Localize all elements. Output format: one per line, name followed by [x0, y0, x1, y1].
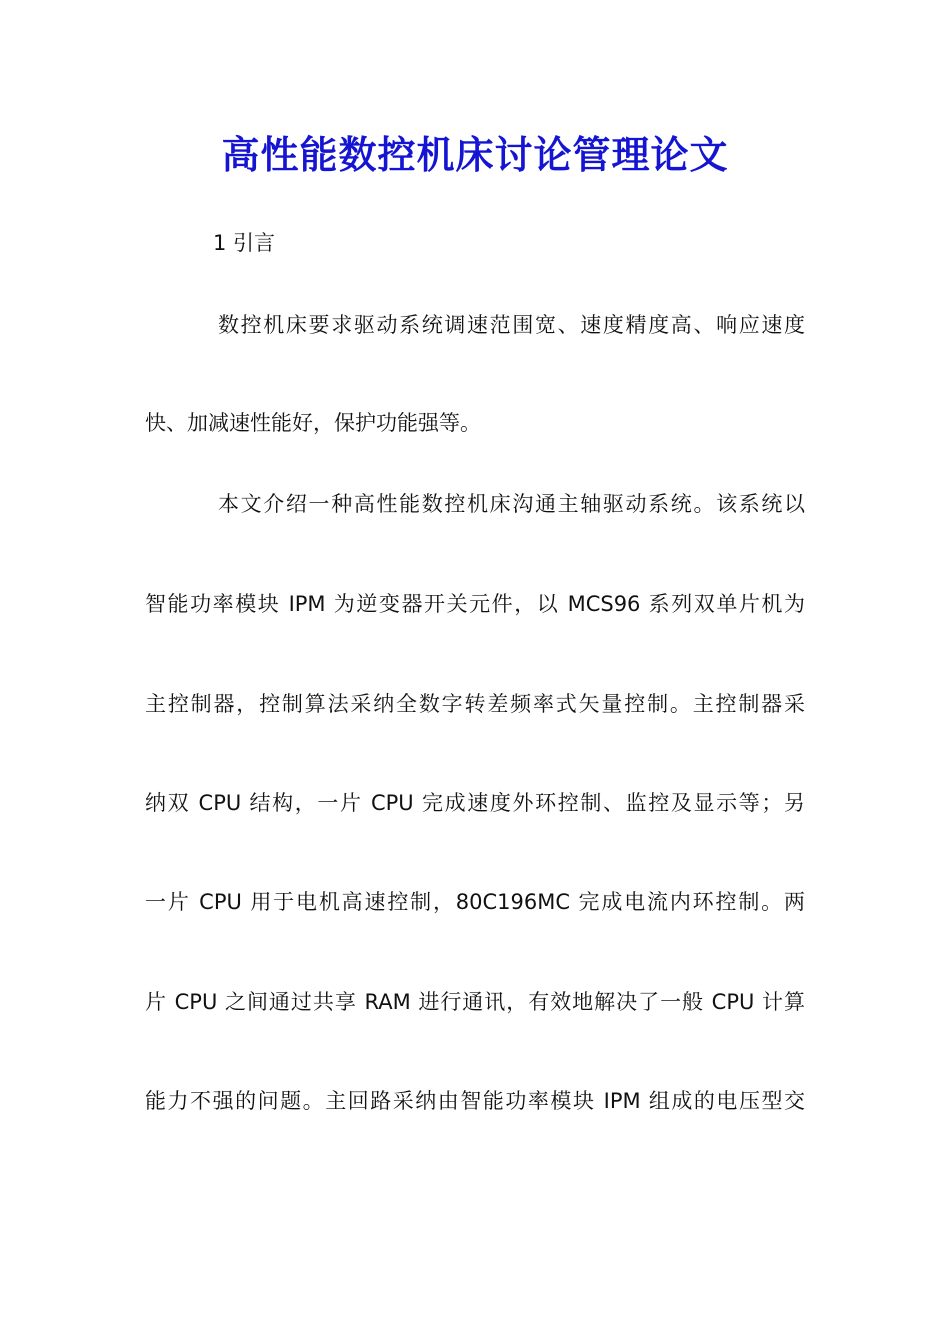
paragraph-line-7: 一片 CPU 用于电机高速控制，80C196MC 完成电流内环控制。两: [145, 890, 805, 914]
paragraph-line-5: 主控制器，控制算法采纳全数字转差频率式矢量控制。主控制器采: [145, 692, 805, 716]
paragraph-line-6: 纳双 CPU 结构，一片 CPU 完成速度外环控制、监控及显示等；另: [145, 791, 805, 815]
section-heading: 1 引言: [213, 231, 276, 255]
paragraph-line-9: 能力不强的问题。主回路采纳由智能功率模块 IPM 组成的电压型交: [145, 1089, 805, 1113]
paragraph-line-2: 快、加减速性能好，保护功能强等。: [145, 411, 481, 435]
paragraph-line-3: 本文介绍一种高性能数控机床沟通主轴驱动系统。该系统以: [218, 492, 805, 516]
paragraph-line-4: 智能功率模块 IPM 为逆变器开关元件，以 MCS96 系列双单片机为: [145, 592, 805, 616]
paragraph-line-1: 数控机床要求驱动系统调速范围宽、速度精度高、响应速度: [218, 313, 805, 337]
document-title: 高性能数控机床讨论管理论文: [221, 132, 729, 177]
paragraph-line-8: 片 CPU 之间通过共享 RAM 进行通讯，有效地解决了一般 CPU 计算: [145, 990, 805, 1014]
